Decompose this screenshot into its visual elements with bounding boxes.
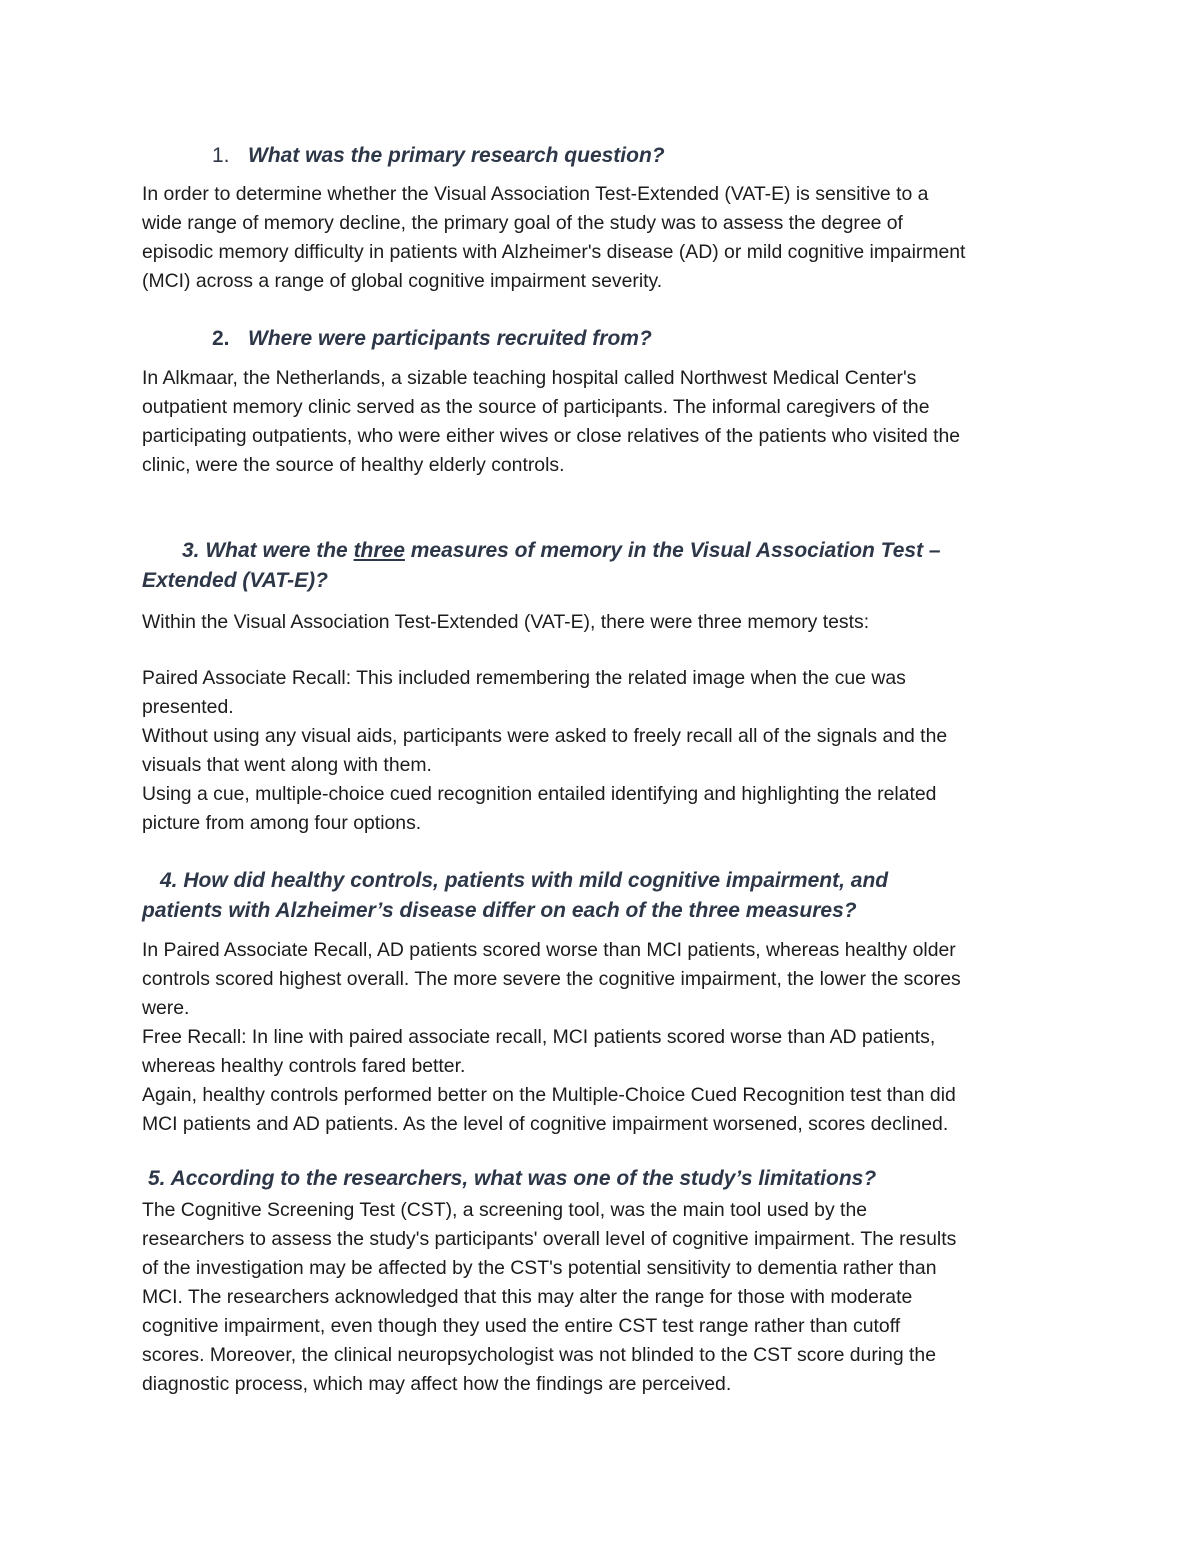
question-5-number: 5. <box>148 1167 166 1190</box>
question-3-heading <box>142 536 1082 596</box>
answer-5-line: diagnostic process, which may affect how the findings are perceived. <box>142 1373 732 1395</box>
answer-2-line: clinic, were the source of healthy elderly controls. <box>142 454 565 476</box>
question-1-heading <box>212 141 665 171</box>
answer-4-line: MCI patients and AD patients. As the level of cognitive impairment worsened, scores declined. <box>142 1113 949 1135</box>
answer-5-line: of the investigation may be affected by the CST's potential sensitivity to dementia rather than <box>142 1257 937 1279</box>
answer-4-line: whereas healthy controls fared better. <box>142 1055 466 1077</box>
answer-1-line: (MCI) across a range of global cognitive impairment severity. <box>142 270 663 292</box>
answer-3-line: visuals that went along with them. <box>142 754 432 776</box>
answer-3-line: Paired Associate Recall: This included remembering the related image when the cue was <box>142 667 906 689</box>
answer-5-line: MCI. The researchers acknowledged that this may alter the range for those with moderate <box>142 1286 913 1308</box>
question-4-text-line1: How did healthy controls, patients with mild cognitive impairment, and <box>183 869 889 892</box>
question-3-text-line2: Extended (VAT-E)? <box>142 569 328 592</box>
answer-1-paragraph <box>142 180 1072 296</box>
answer-5-paragraph <box>142 1196 1072 1399</box>
answer-1-line: wide range of memory decline, the primary goal of the study was to assess the degree of <box>142 212 903 234</box>
question-1-number: 1. <box>212 144 230 167</box>
answer-2-line: outpatient memory clinic served as the source of participants. The informal caregivers of the <box>142 396 930 418</box>
question-5-heading <box>142 1164 1082 1194</box>
question-1-text: What was the primary research question? <box>248 144 665 167</box>
answer-5-line: cognitive impairment, even though they used the entire CST test range rather than cutoff <box>142 1315 901 1337</box>
answer-4-line: In Paired Associate Recall, AD patients scored worse than MCI patients, whereas healthy older <box>142 939 956 961</box>
answer-4-line: Free Recall: In line with paired associate recall, MCI patients scored worse than AD patients, <box>142 1026 936 1048</box>
answer-4-line: were. <box>142 997 190 1019</box>
answer-4-line: controls scored highest overall. The more severe the cognitive impairment, the lower the scores <box>142 968 961 990</box>
answer-3-paragraph <box>142 664 1072 838</box>
answer-1-line: In order to determine whether the Visual Association Test-Extended (VAT-E) is sensitive to a <box>142 183 929 205</box>
question-3-number: 3. <box>182 539 200 562</box>
question-4-heading <box>142 866 1082 926</box>
question-2-text: Where were participants recruited from? <box>248 327 652 350</box>
answer-3-line: Without using any visual aids, participants were asked to freely recall all of the signals and the <box>142 725 948 747</box>
question-3-underlined-word: three <box>353 539 405 562</box>
question-4-text-line2: patients with Alzheimer’s disease differ on each of the three measures? <box>142 899 857 922</box>
question-3-text-post: measures of memory in the Visual Association Test – <box>404 539 941 562</box>
answer-3-intro <box>142 608 1072 637</box>
answer-5-line: researchers to assess the study's participants' overall level of cognitive impairment. The results <box>142 1228 957 1250</box>
answer-5-line: scores. Moreover, the clinical neuropsychologist was not blinded to the CST score during the <box>142 1344 937 1366</box>
answer-3-line: presented. <box>142 696 234 718</box>
question-3-text-pre: What were the <box>205 539 354 562</box>
answer-5-line: The Cognitive Screening Test (CST), a screening tool, was the main tool used by the <box>142 1199 868 1221</box>
answer-4-line: Again, healthy controls performed better on the Multiple-Choice Cued Recognition test than did <box>142 1084 956 1106</box>
answer-3-line: picture from among four options. <box>142 812 422 834</box>
question-2-heading <box>212 324 652 354</box>
answer-2-line: In Alkmaar, the Netherlands, a sizable teaching hospital called Northwest Medical Center's <box>142 367 917 389</box>
question-2-number: 2. <box>212 327 230 350</box>
answer-3-intro-line: Within the Visual Association Test-Extended (VAT-E), there were three memory tests: <box>142 611 870 633</box>
answer-4-paragraph <box>142 936 1072 1139</box>
question-5-text: According to the researchers, what was one of the study’s limitations? <box>170 1167 877 1190</box>
answer-3-line: Using a cue, multiple-choice cued recognition entailed identifying and highlighting the related <box>142 783 937 805</box>
question-4-number: 4. <box>160 869 178 892</box>
answer-1-line: episodic memory difficulty in patients with Alzheimer's disease (AD) or mild cognitive impairment <box>142 241 966 263</box>
answer-2-line: participating outpatients, who were either wives or close relatives of the patients who visited the <box>142 425 961 447</box>
answer-2-paragraph <box>142 364 1072 480</box>
